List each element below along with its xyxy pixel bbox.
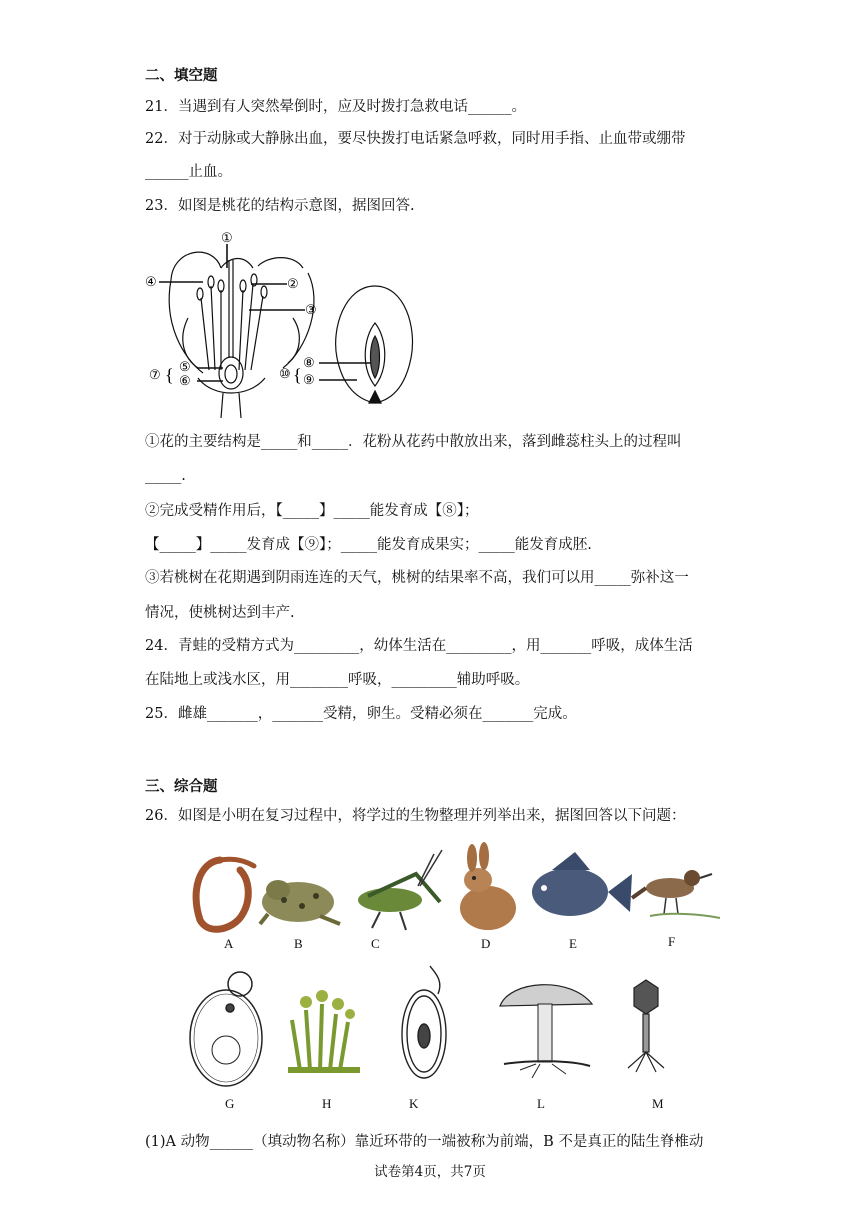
bacterium-image	[402, 966, 446, 1078]
earthworm-image	[196, 859, 254, 929]
organisms-row-1	[180, 840, 730, 960]
question-21: 21．当遇到有人突然晕倒时，应及时拨打急救电话______。	[145, 99, 526, 115]
question-23-part2-line1: ②完成受精作用后，【_____】_____能发育成【⑧】；	[145, 503, 479, 519]
fish-image	[532, 852, 632, 916]
question-26: 26．如图是小明在复习过程中，将学过的生物整理并列举出来，据图回答以下问题：	[145, 808, 686, 824]
svg-text:{: {	[293, 365, 302, 385]
section-heading-comprehensive: 三、综合题	[145, 779, 218, 795]
question-23-part2-line2: 【_____】_____发育成【⑨】；_____能发育成果实；_____能发育成胚.	[145, 537, 592, 553]
flower-label-10: ⑩	[279, 366, 291, 381]
question-24-line1: 24．青蛙的受精方式为_________，幼体生活在_________，用_______呼吸，成体生活	[145, 638, 693, 654]
rabbit-image	[460, 842, 516, 930]
flower-label-5: ⑤	[179, 359, 191, 374]
question-23: 23．如图是桃花的结构示意图，据图回答.	[145, 198, 415, 214]
caption-m: M	[652, 1096, 664, 1111]
flower-label-6: ⑥	[179, 373, 191, 388]
question-23-part3-line1: ③若桃树在花期遇到阴雨连连的天气，桃树的结果率不高，我们可以用_____弥补这一	[145, 570, 689, 586]
question-23-part1-line1: ①花的主要结构是_____和_____．花粉从花药中散放出来，落到雌蕊柱头上的过程叫	[145, 434, 682, 450]
organisms-row-2	[180, 960, 680, 1090]
question-24-line2: 在陆地上或浅水区，用________呼吸，_________辅助呼吸。	[145, 672, 530, 688]
caption-f: F	[668, 934, 676, 949]
flower-label-4: ④	[145, 274, 157, 289]
flower-label-7: ⑦	[149, 367, 161, 382]
flower-label-1: ①	[221, 230, 233, 245]
caption-g: G	[225, 1096, 235, 1111]
mushroom-image	[500, 985, 592, 1078]
question-23-part1-line2: _____.	[145, 468, 186, 484]
question-26-part1: (1)A 动物______（填动物名称）靠近环带的一端被称为前端，B 不是真正的陆生脊椎动	[145, 1134, 704, 1150]
yeast-image	[190, 972, 262, 1086]
caption-d: D	[481, 936, 491, 951]
flower-label-3: ③	[305, 302, 317, 317]
caption-h: H	[322, 1096, 332, 1111]
caption-k: K	[409, 1096, 419, 1111]
question-25: 25．雌雄_______，_______受精，卵生。受精必须在_______完成。	[145, 706, 577, 722]
virus-image	[628, 980, 664, 1072]
section-heading-fill-blank: 二、填空题	[145, 68, 218, 84]
mold-image	[288, 990, 360, 1070]
question-23-part3-line2: 情况，使桃树达到丰产.	[145, 605, 295, 621]
peach-flower-diagram	[143, 228, 425, 420]
svg-text:{: {	[165, 365, 174, 385]
grasshopper-image	[358, 850, 442, 930]
flower-label-2: ②	[287, 276, 299, 291]
caption-e: E	[569, 936, 577, 951]
question-22-line2: ______止血。	[145, 164, 232, 180]
bird-image	[632, 870, 720, 918]
flower-label-8: ⑧	[303, 355, 315, 370]
frog-image	[260, 880, 340, 924]
page-footer: 试卷第4页，共7页	[374, 1164, 486, 1180]
caption-b: B	[294, 936, 303, 951]
question-22-line1: 22．对于动脉或大静脉出血，要尽快拨打电话紧急呼救，同时用手指、止血带或绷带	[145, 131, 686, 147]
flower-label-9: ⑨	[303, 372, 315, 387]
caption-l: L	[537, 1096, 545, 1111]
caption-c: C	[371, 936, 380, 951]
caption-a: A	[224, 936, 234, 951]
